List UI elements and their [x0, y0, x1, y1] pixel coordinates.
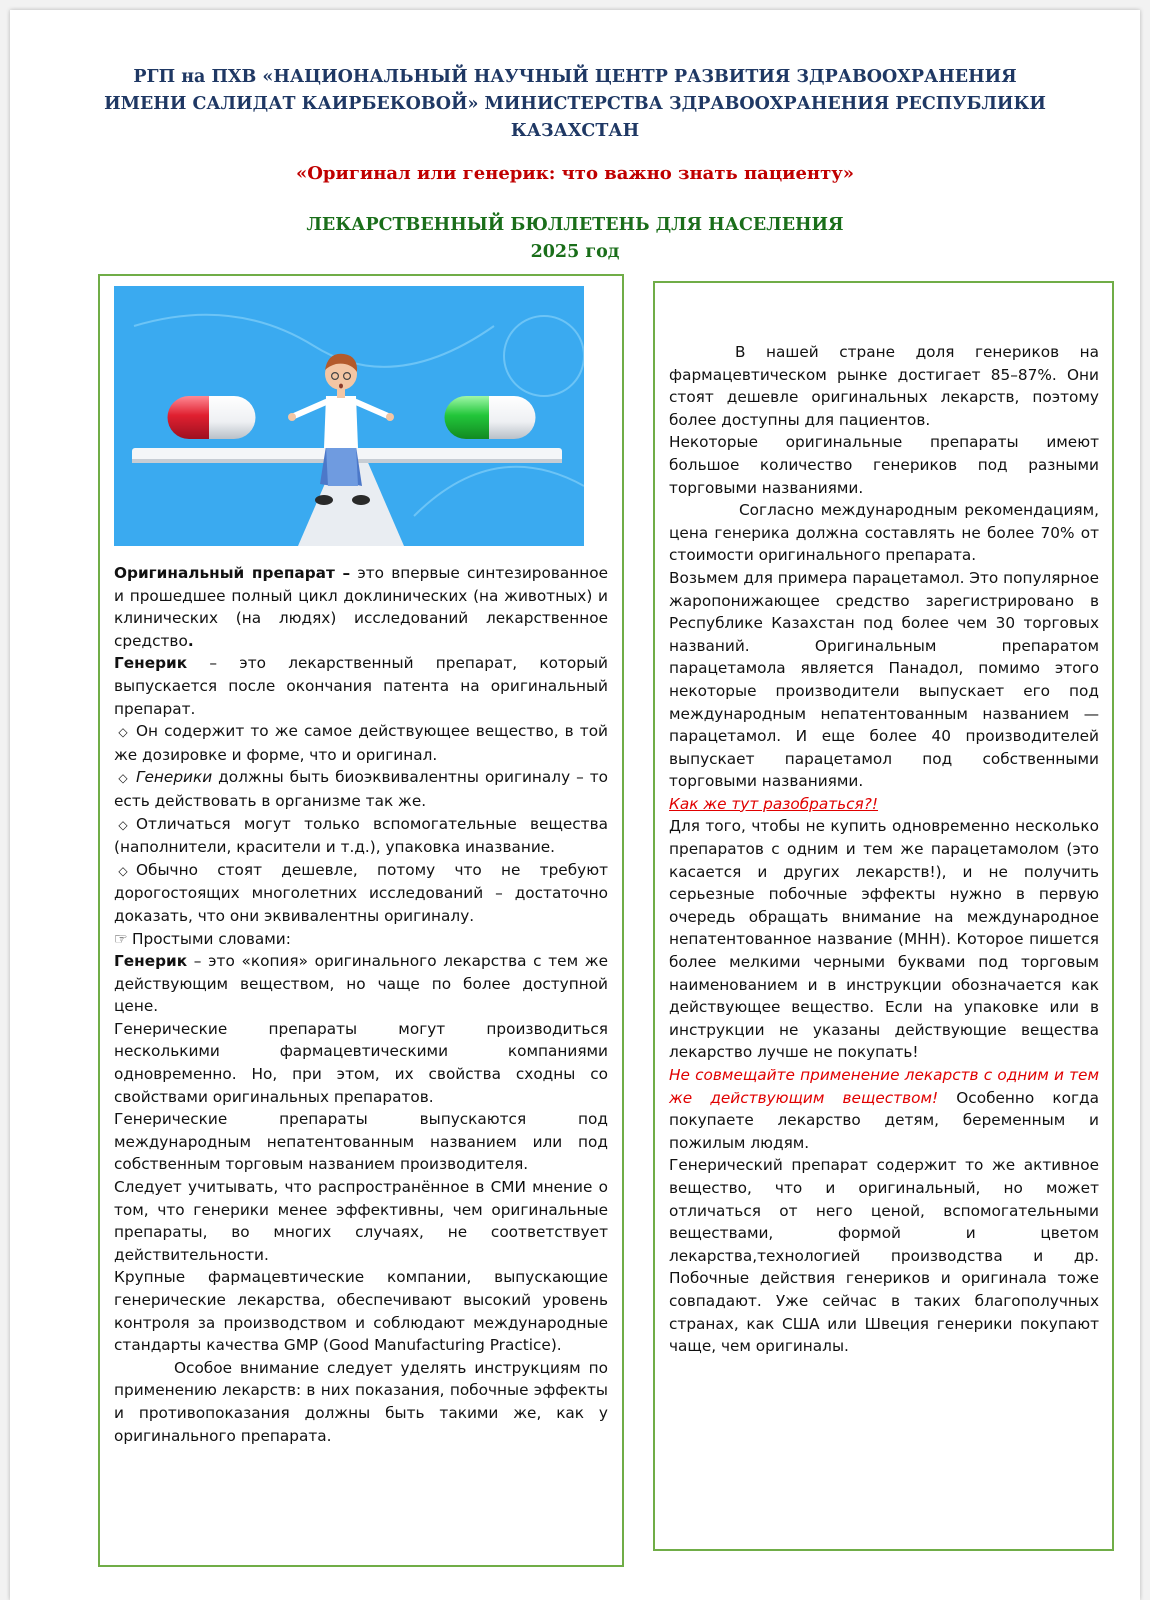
paragraph: Генерические препараты выпускаются под международным непатентованным названием или под собственным торговым названием производителя.	[114, 1110, 608, 1174]
right-column-text	[669, 341, 1099, 1358]
term-original: Оригинальный препарат –	[114, 564, 351, 582]
generic-copy-text: – это «копия» оригинального лекарства с тем же действующим веществом, но чаще по более доступной цене.	[114, 952, 608, 1016]
balance-scale-illustration	[114, 286, 584, 546]
paragraph: Согласно международным рекомендациям, цена генерика должна составлять не более 70% от стоимости оригинального препарата.	[669, 501, 1099, 565]
left-column-text	[114, 562, 608, 1447]
organization-title	[10, 64, 1140, 145]
warning-paragraph	[669, 1064, 1099, 1154]
generic-copy-paragraph	[114, 950, 608, 1018]
org-line-2: ИМЕНИ САЛИДАТ КАИРБЕКОВОЙ» МИНИСТЕРСТВА ЗДРАВООХРАНЕНИЯ РЕСПУБЛИКИ	[104, 94, 1046, 114]
diamond-bullet-icon: ◇	[118, 725, 128, 740]
document-subtitle: «Оригинал или генерик: что важно знать пациенту»	[295, 163, 855, 184]
term-generic: Генерик	[114, 654, 188, 673]
simple-words-text: Простыми словами:	[132, 929, 291, 948]
list-item	[114, 766, 608, 812]
diamond-bullet-icon: ◇	[118, 863, 128, 878]
paragraph: Крупные фармацевтические компании, выпускающие генерические лекарства, обеспечивают высокий уровень контроля за производством и соблюдают международные стандарты качества GMP (Good Manufacturing Practice).	[114, 1268, 608, 1355]
definition-original-end: .	[187, 631, 194, 650]
left-column-box	[98, 274, 624, 1567]
list-item	[114, 720, 608, 766]
bullet-text: Отличаться могут только вспомогательные вещества (наполнители, красители и т.д.), упаковка иназвание.	[114, 814, 608, 857]
list-item	[114, 813, 608, 859]
paragraph: Генерические препараты могут производиться несколькими фармацевтическими компаниями одновременно. Но, при этом, их свойства сходны со свойствами оригинальных препаратов.	[114, 1019, 608, 1106]
diamond-bullet-icon: ◇	[118, 817, 128, 832]
definition-generic-text: – это лекарственный препарат, который выпускается после окончания патента на оригинальный препарат.	[114, 654, 608, 718]
bulletin-title	[10, 212, 1140, 266]
green-capsule-icon	[445, 396, 536, 439]
diamond-bullet-icon: ◇	[118, 771, 128, 786]
org-line-3: КАЗАХСТАН	[510, 121, 640, 141]
paragraph: В нашей стране доля генериков на фармацевтическом рынке достигает 85–87%. Они стоят дешевле оригинальных лекарств, поэтому более доступны для пациентов.	[669, 343, 1099, 429]
paragraph: Возьмем для примера парацетамол. Это популярное жаропонижающее средство зарегистрировано в Республике Казахстан под более чем 30 торговых названий. Оригинальным препаратом парацетамола является Панадол, помимо этого некоторые производители выпускает его под международным непатентованным названием — парацетамол. И еще более 40 производителей выпускает парацетамол под собственными торговыми названиями.	[669, 568, 1099, 791]
term-generic-2: Генерик	[114, 952, 188, 971]
question-heading: Как же тут разобраться?!	[669, 794, 879, 813]
list-item	[114, 859, 608, 928]
paragraph: Генерический препарат содержит то же активное вещество, что и оригинальный, но может отличаться от него ценой, вспомогательными веществами, формой и цветом лекарства,технологией производства и др. Побочные действия генериков и оригинала тоже совпадают. Уже сейчас в таких благополучных странах, как США или Швеция генерики покупают чаще, чем оригиналы.	[669, 1156, 1099, 1356]
bullet-text: Он содержит то же самое действующее вещество, в той же дозировке и форме, что и оригинал.	[114, 722, 608, 764]
bullet-italic: Генерики	[136, 768, 213, 787]
warning-text: Особенно когда покупаете лекарство детям, беременным и пожилым людям.	[669, 1088, 1099, 1152]
paragraph: Следует учитывать, что распространённое в СМИ мнение о том, что генерики менее эффективны, чем оригинальные препараты, во многих случаях, не соответствует действительности.	[114, 1178, 608, 1264]
pointing-hand-icon: ☞	[114, 929, 128, 948]
paragraph: Для того, чтобы не купить одновременно несколько препаратов с одним и тем же парацетамолом (это касается и других лекарств!), и не получить серьезные побочные эффекты нужно в первую очередь обращать внимание на международное непатентованное название (МНН). Которое пишется более мелкими черными буквами под торговым наименованием и в инструкции обозначается как действующее вещество. Если на упаковке или в инструкции не указаны действующие вещества лекарство лучше не покупать!	[669, 817, 1099, 1062]
definition-generic	[114, 652, 608, 720]
bulletin-year: 2025 год	[530, 242, 620, 262]
paragraph: Особое внимание следует уделять инструкциям по применению лекарств: в них показания, побочные эффекты и противопоказания должны быть такими же, как у оригинального препарата.	[114, 1358, 608, 1445]
simple-words-heading	[114, 928, 608, 951]
warning-red-text: Не совмещайте применение лекарств с одним и тем же действующим веществом!	[669, 1066, 1099, 1107]
definition-original	[114, 562, 608, 652]
bullet-text: должны быть биоэквивалентны оригиналу – то есть действовать в организме так же.	[114, 768, 608, 810]
definition-original-text: это впервые синтезированное и прошедшее полный цикл доклинических (на животных) и клинических (на людях) исследований лекарственное средство	[114, 564, 609, 650]
org-line-1: РГП на ПХВ «НАЦИОНАЛЬНЫЙ НАУЧНЫЙ ЦЕНТР РАЗВИТИЯ ЗДРАВООХРАНЕНИЯ	[133, 67, 1017, 87]
bullet-text: Обычно стоят дешевле, потому что не требуют дорогостоящих многолетних исследований – достаточно доказать, что они эквивалентны оригиналу.	[114, 860, 608, 925]
paragraph: Некоторые оригинальные препараты имеют большое количество генериков под разными торговыми названиями.	[669, 433, 1099, 497]
right-column-box	[653, 281, 1114, 1551]
document-page	[10, 10, 1140, 1600]
bulletin-name: ЛЕКАРСТВЕННЫЙ БЮЛЛЕТЕНЬ ДЛЯ НАСЕЛЕНИЯ	[306, 215, 844, 235]
red-capsule-icon	[168, 396, 256, 439]
